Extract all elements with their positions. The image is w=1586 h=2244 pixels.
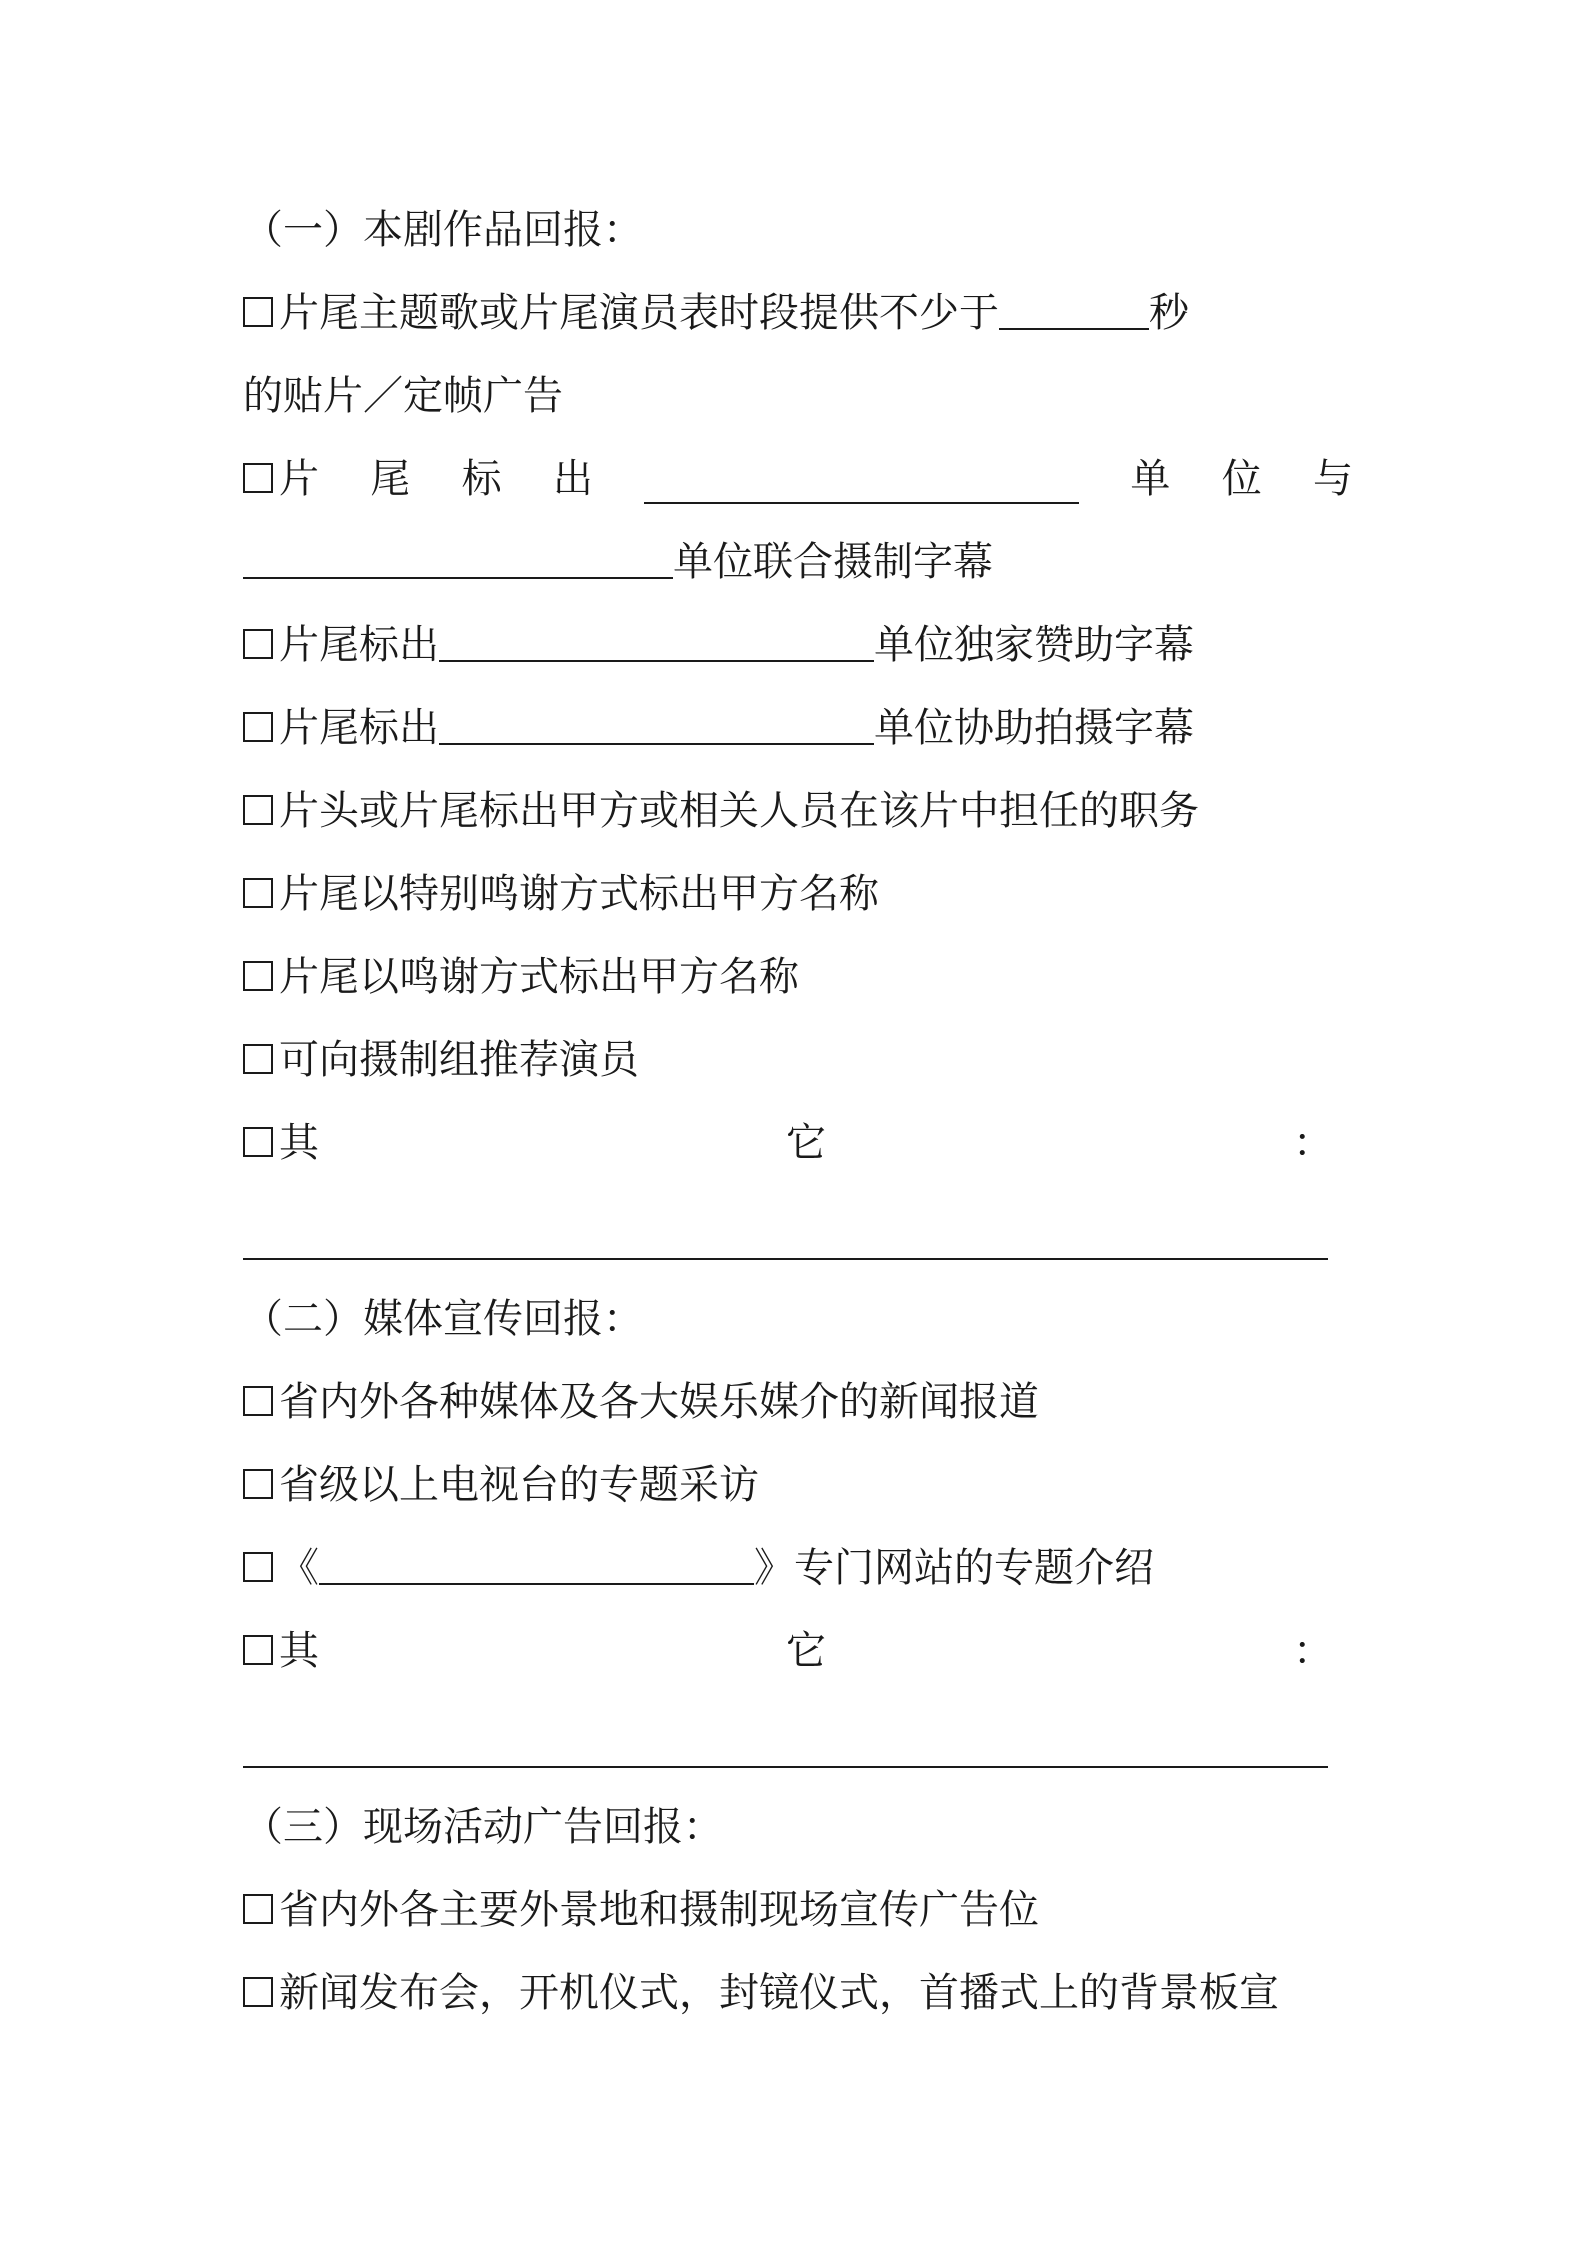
form-item [243, 1030, 1353, 1090]
item-text: 片头或片尾标出甲方或相关人员在该片中担任的职务 [279, 788, 1199, 834]
section-heading: （一）本剧作品回报： [243, 207, 643, 253]
fill-in-blank[interactable] [243, 537, 673, 579]
checkbox[interactable] [243, 297, 273, 327]
item-char: 其 [279, 1628, 319, 1674]
form-item [243, 1455, 1353, 1515]
item-text: 新闻发布会，开机仪式，封镜仪式，首播式上的背景板宣 [279, 1970, 1279, 2016]
section-heading: （三）现场活动广告回报： [243, 1804, 723, 1850]
item-char: ： [1293, 1120, 1333, 1166]
item-text: 》专门网站的专题介绍 [754, 1545, 1154, 1591]
item-start [243, 449, 319, 509]
item-unit: 秒 [1149, 290, 1189, 336]
item-start [243, 1621, 319, 1681]
item-start [243, 1113, 319, 1173]
fill-in-line[interactable] [243, 1766, 1328, 1768]
item-text: 片尾标出 [279, 705, 439, 751]
checkbox[interactable] [243, 961, 273, 991]
checkbox[interactable] [243, 878, 273, 908]
form-item [243, 1538, 1353, 1598]
item-char: 它 [786, 1628, 826, 1674]
fill-in-line[interactable] [243, 1258, 1328, 1260]
item-char: 单 [1130, 456, 1171, 502]
form-item-continuation: 的贴片／定帧广告 [243, 373, 563, 419]
form-item [243, 698, 1353, 758]
fill-in-blank[interactable] [999, 288, 1149, 330]
item-char: ： [1293, 1628, 1333, 1674]
fill-in-blank[interactable] [439, 703, 874, 745]
form-item [243, 947, 1353, 1007]
item-char: 位 [1221, 456, 1262, 502]
checkbox[interactable] [243, 1044, 273, 1074]
item-text: 片尾以鸣谢方式标出甲方名称 [279, 954, 799, 1000]
form-item [243, 449, 1353, 509]
item-text: 省内外各种媒体及各大娱乐媒介的新闻报道 [279, 1379, 1039, 1425]
checkbox[interactable] [243, 1386, 273, 1416]
checkbox[interactable] [243, 1635, 273, 1665]
checkbox[interactable] [243, 463, 273, 493]
item-text: 片尾标出 [279, 622, 439, 668]
item-char: 尾 [370, 456, 411, 502]
item-char: 片 [279, 456, 319, 502]
item-char: 出 [552, 456, 593, 502]
checkbox[interactable] [243, 1977, 273, 2007]
checkbox[interactable] [243, 712, 273, 742]
checkbox[interactable] [243, 629, 273, 659]
form-item [243, 615, 1353, 675]
checkbox[interactable] [243, 1469, 273, 1499]
fill-in-blank[interactable] [319, 1543, 754, 1585]
form-item [243, 864, 1353, 924]
item-text: 单位联合摄制字幕 [673, 539, 993, 585]
item-char: 它 [786, 1120, 826, 1166]
item-text: 单位独家赞助字幕 [874, 622, 1194, 668]
checkbox[interactable] [243, 795, 273, 825]
item-text: 省级以上电视台的专题采访 [279, 1462, 759, 1508]
form-item [243, 1372, 1353, 1432]
checkbox[interactable] [243, 1894, 273, 1924]
item-text: 片尾以特别鸣谢方式标出甲方名称 [279, 871, 879, 917]
item-char: 与 [1312, 456, 1353, 502]
fill-in-blank[interactable] [439, 620, 874, 662]
item-text: 省内外各主要外景地和摄制现场宣传广告位 [279, 1887, 1039, 1933]
form-item [243, 283, 1353, 343]
form-item [243, 781, 1353, 841]
form-item [243, 1963, 1353, 2023]
fill-in-blank[interactable] [644, 462, 1079, 504]
form-item-other [243, 1113, 1333, 1173]
item-char: 标 [461, 456, 502, 502]
section-heading: （二）媒体宣传回报： [243, 1296, 643, 1342]
item-char: 其 [279, 1120, 319, 1166]
item-text: 可向摄制组推荐演员 [279, 1037, 639, 1083]
checkbox[interactable] [243, 1127, 273, 1157]
form-item-other [243, 1621, 1333, 1681]
form-item-continuation [243, 532, 1353, 592]
item-text: 单位协助拍摄字幕 [874, 705, 1194, 751]
item-text: 片尾主题歌或片尾演员表时段提供不少于 [279, 290, 999, 336]
item-text: 《 [279, 1545, 319, 1591]
checkbox[interactable] [243, 1552, 273, 1582]
form-item [243, 1880, 1353, 1940]
